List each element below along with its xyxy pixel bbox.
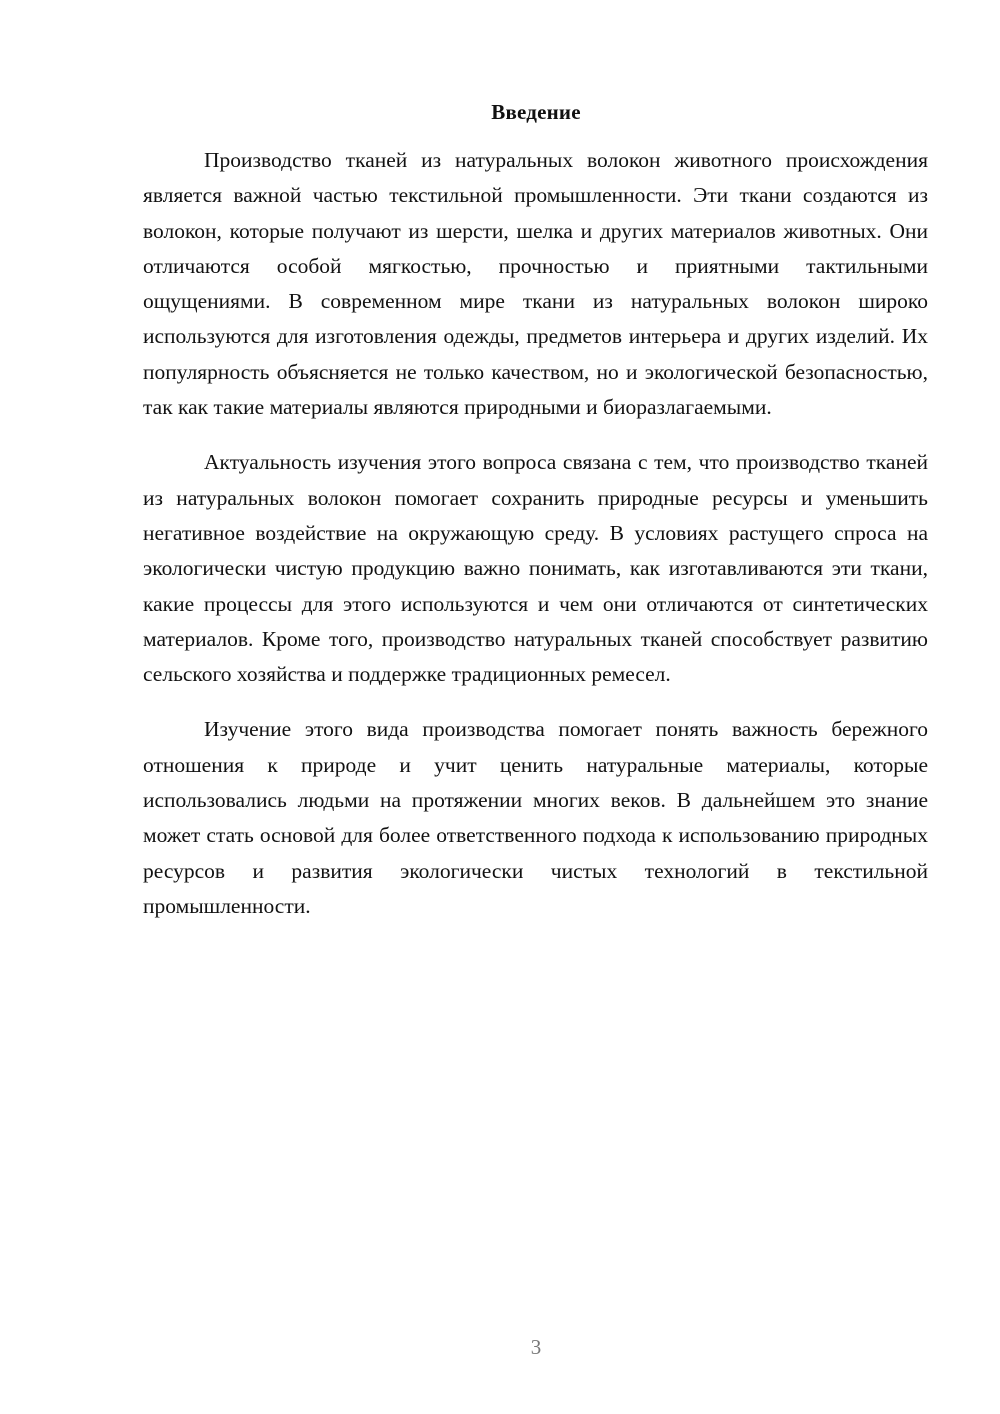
page-number: 3 (530, 1335, 542, 1359)
paragraph-conclusion: Изучение этого вида производства помогает понять важность бережного отношения к природе и учит ценить натуральные материалы, которые использовались людьми на протяжении многих веков. В дальнейшем это знание может стать основой для более ответственного подхода к использованию природных ресурсов и развития экологически чистых технологий в текстильной промышленности. (143, 717, 928, 918)
body-text (143, 143, 928, 944)
paragraph-intro: Производство тканей из натуральных волокон животного происхождения является важной частью текстильной промышленности. Эти ткани создаются из волокон, которые получают из шерсти, шелка и других материалов животных. Они отличаются особой мягкостью, прочностью и приятными тактильными ощущениями. В современном мире ткани из натуральных волокон широко используются для изготовления одежды, предметов интерьера и других изделий. Их популярность объясняется не только качеством, но и экологической безопасностью, так как такие материалы являются природными и биоразлагаемыми. (143, 148, 928, 420)
section-title: Введение (491, 100, 581, 124)
paragraph-relevance: Актуальность изучения этого вопроса связана с тем, что производство тканей из натуральных волокон помогает сохранить природные ресурсы и уменьшить негативное воздействие на окружающую среду. В условиях растущего спроса на экологически чистую продукцию важно понимать, как изготавливаются эти ткани, какие процессы для этого используются и чем они отличаются от синтетических материалов. Кроме того, производство натуральных тканей способствует развитию сельского хозяйства и поддержке традиционных ремесел. (143, 450, 928, 687)
